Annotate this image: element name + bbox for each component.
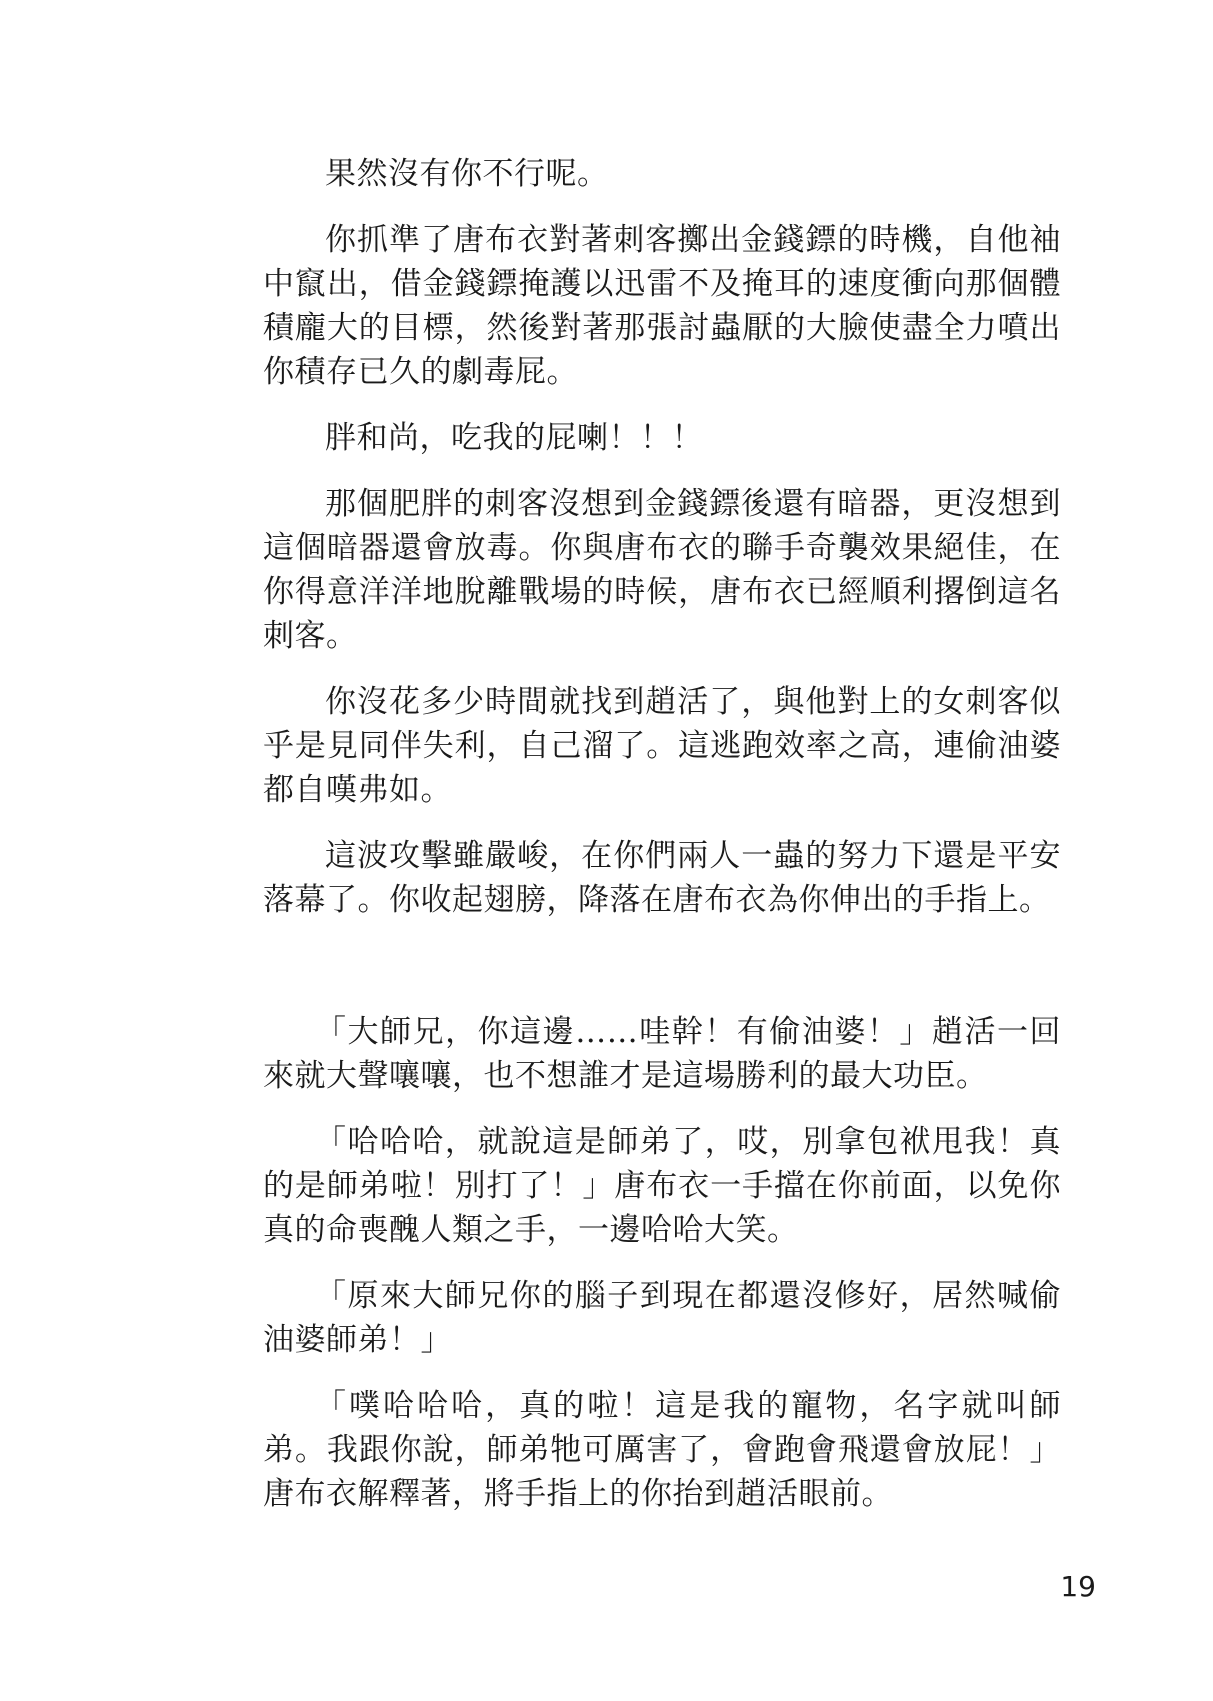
paragraph-6: 這波攻擊雖嚴峻，在你們兩人一蟲的努力下還是平安落幕了。你收起翅膀，降落在唐布衣為你伸出的手指上。 — [263, 838, 1061, 918]
paragraph-5: 你沒花多少時間就找到趙活了，與他對上的女刺客似乎是見同伴失利，自己溜了。這逃跑效率之高，連偷油婆都自嘆弗如。 — [263, 684, 1061, 808]
paragraph-1: 果然沒有你不行呢。 — [325, 156, 609, 192]
scene-break — [263, 944, 1061, 1010]
paragraph-3: 胖和尚，吃我的屁喇！！！ — [325, 420, 703, 456]
dialogue-3: 「原來大師兄你的腦子到現在都還沒修好，居然喊偷油婆師弟！」 — [263, 1278, 1061, 1358]
paragraph-2: 你抓準了唐布衣對著刺客擲出金錢鏢的時機，自他袖中竄出，借金錢鏢掩護以迅雷不及掩耳的速度衝向那個體積龐大的目標，然後對著那張討蟲厭的大臉使盡全力噴出你積存已久的劇毒屁。 — [263, 222, 1061, 390]
body-text — [263, 152, 1061, 1538]
dialogue-4: 「噗哈哈哈，真的啦！這是我的寵物，名字就叫師弟。我跟你說，師弟牠可厲害了，會跑會飛還會放屁！」唐布衣解釋著，將手指上的你抬到趙活眼前。 — [263, 1388, 1061, 1512]
dialogue-2: 「哈哈哈，就說這是師弟了，哎，別拿包袱甩我！真的是師弟啦！別打了！」唐布衣一手擋在你前面，以免你真的命喪醜人類之手，一邊哈哈大笑。 — [263, 1124, 1061, 1248]
paragraph-4: 那個肥胖的刺客沒想到金錢鏢後還有暗器，更沒想到這個暗器還會放毒。你與唐布衣的聯手奇襲效果絕佳，在你得意洋洋地脫離戰場的時候，唐布衣已經順利撂倒這名刺客。 — [263, 486, 1061, 654]
page-number: 19 — [1060, 1570, 1096, 1603]
dialogue-1: 「大師兄，你這邊……哇幹！有偷油婆！」趙活一回來就大聲嚷嚷，也不想誰才是這場勝利的最大功臣。 — [263, 1014, 1061, 1094]
